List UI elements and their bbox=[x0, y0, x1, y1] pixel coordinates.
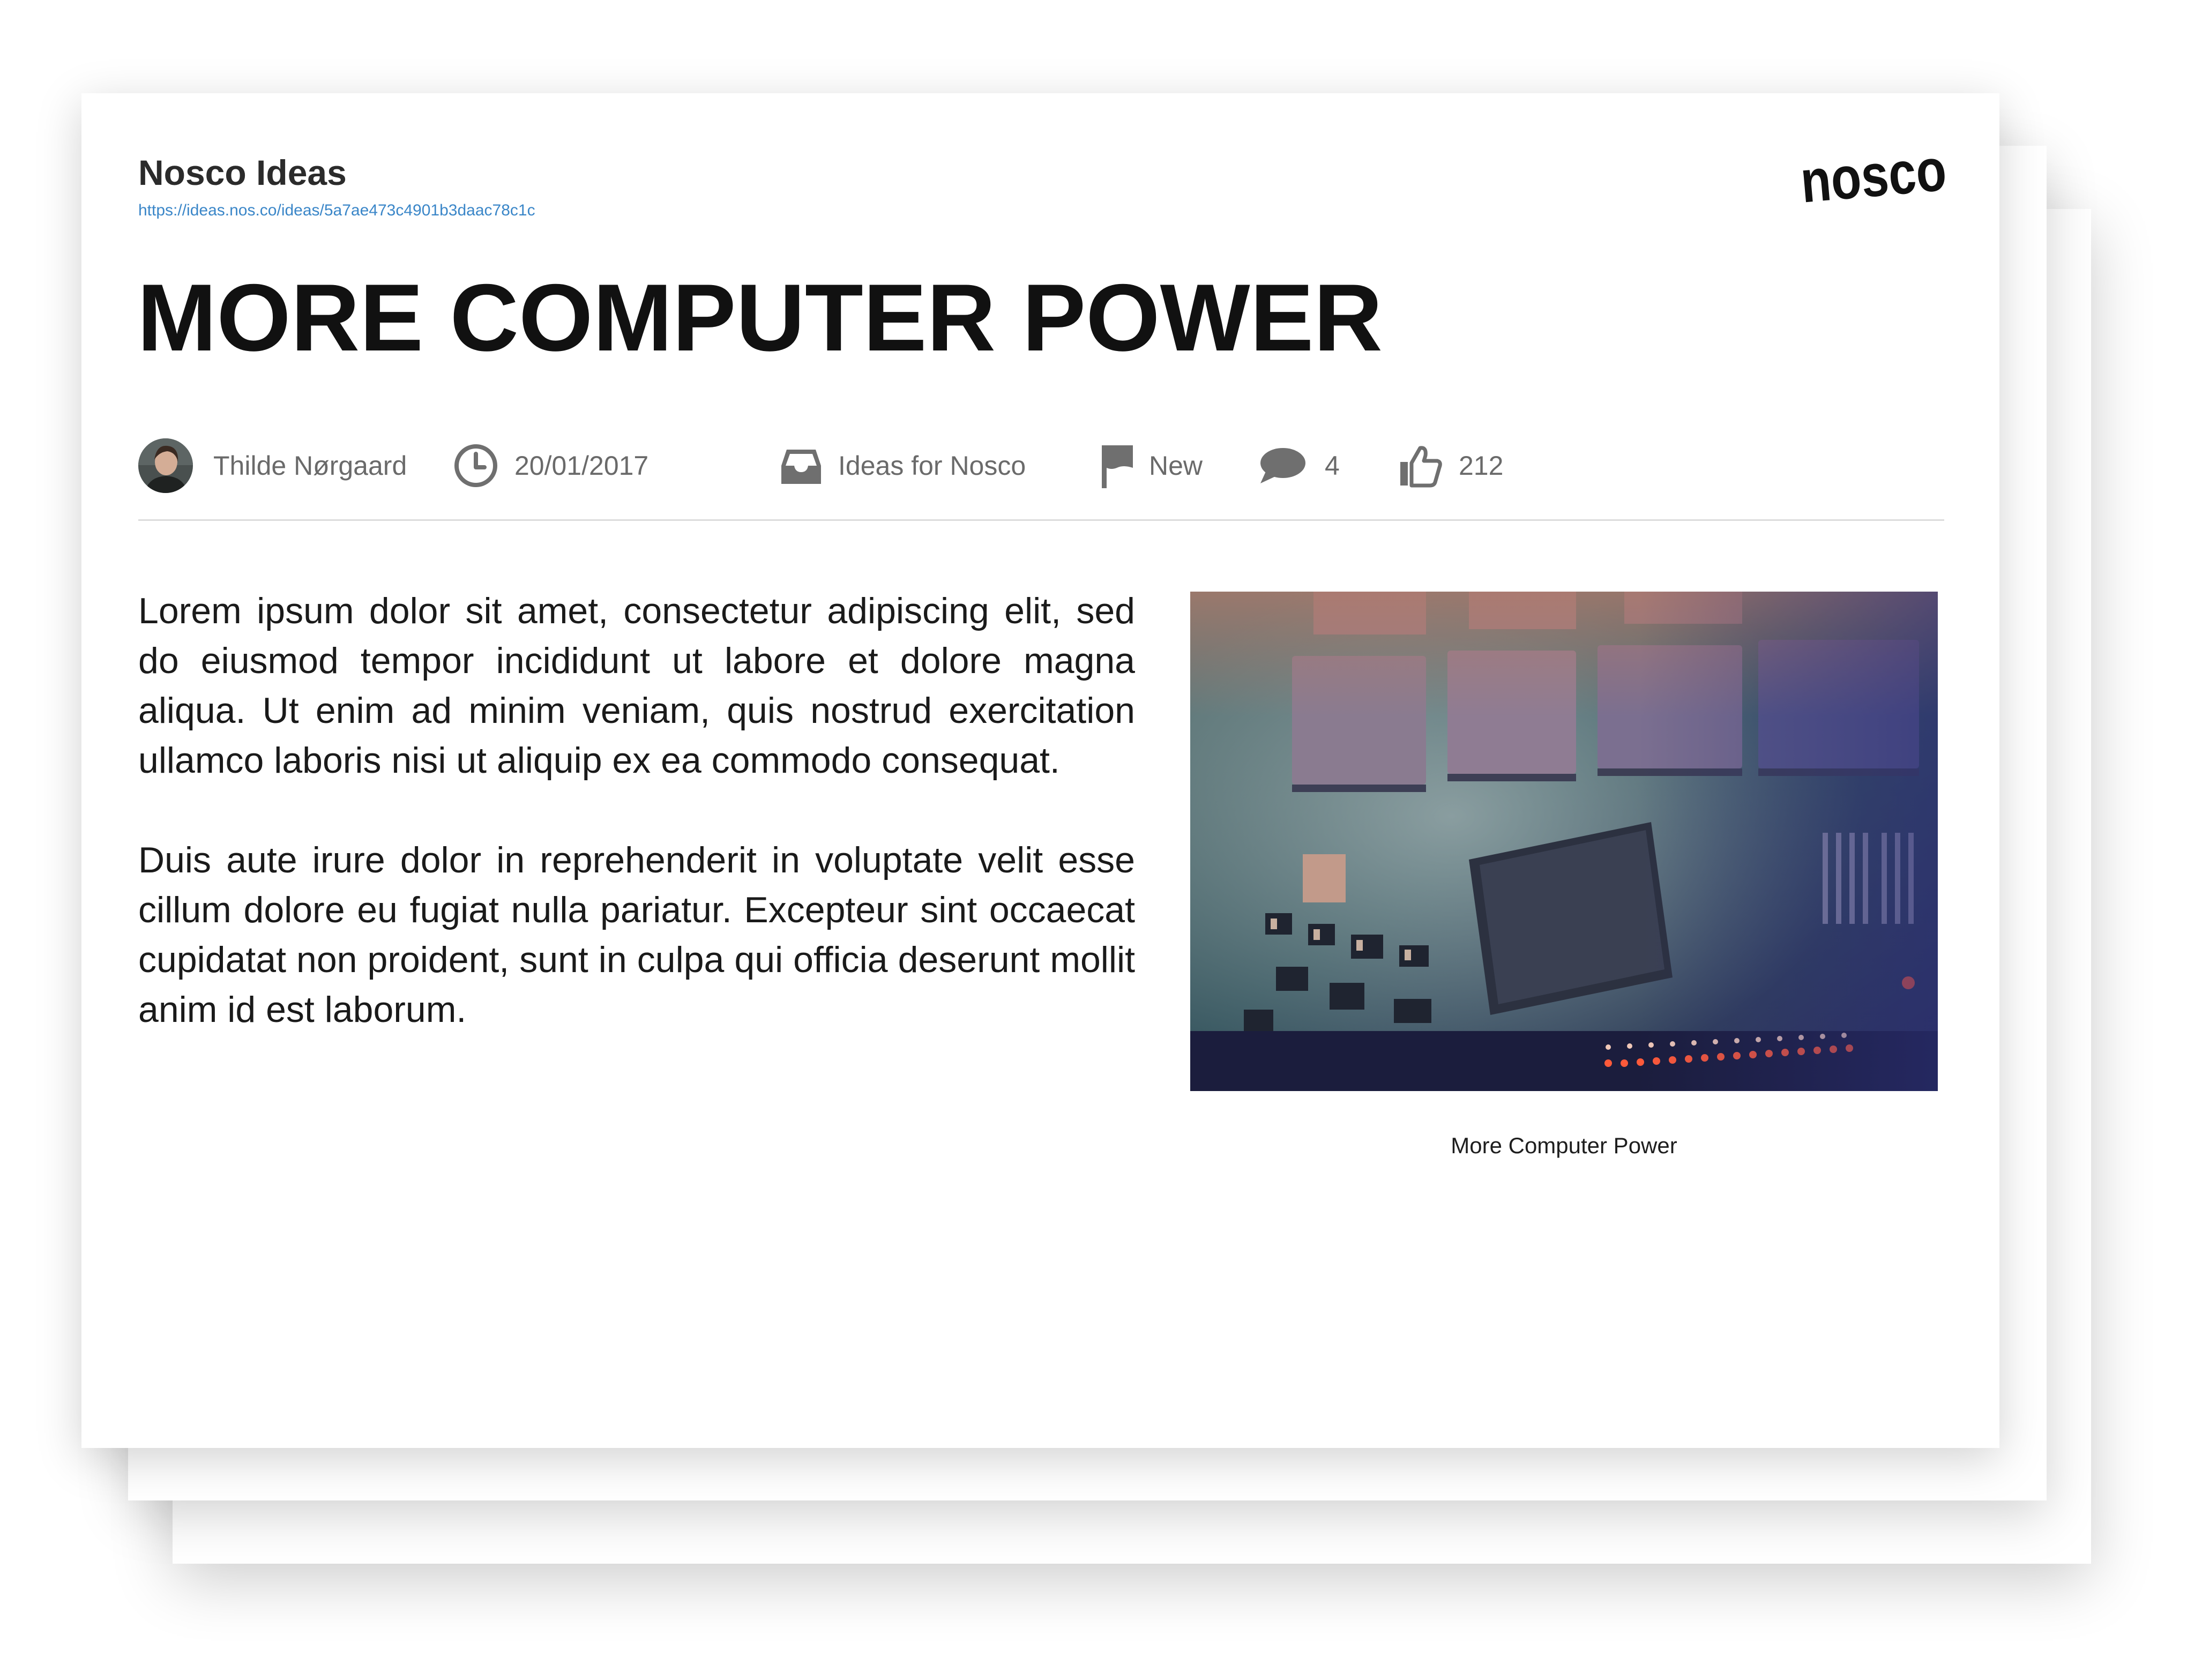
comment-count: 4 bbox=[1325, 451, 1340, 481]
author-meta[interactable] bbox=[138, 436, 407, 495]
image-caption: More Computer Power bbox=[1451, 1133, 1677, 1158]
idea-category: Ideas for Nosco bbox=[838, 451, 1026, 481]
idea-url-link[interactable]: https://ideas.nos.co/ideas/5a7ae473c4901b3daac78c1c bbox=[138, 201, 535, 219]
date-meta bbox=[453, 436, 648, 495]
idea-image bbox=[1190, 592, 1938, 1091]
meta-divider bbox=[138, 519, 1944, 521]
idea-card bbox=[81, 93, 1999, 1448]
thumbs-up-icon bbox=[1399, 444, 1443, 488]
likes-meta[interactable] bbox=[1399, 436, 1503, 495]
clock-icon bbox=[453, 443, 498, 488]
description-paragraph: Duis aute irure dolor in reprehenderit in voluptate velit esse cillum dolore eu fugiat nulla pariatur. Excepteur sint occaecat cupidatat non proident, sunt in culpa qui officia deserunt mollit anim id est laborum. bbox=[138, 840, 1135, 1030]
avatar bbox=[138, 438, 193, 493]
idea-title: MORE COMPUTER POWER bbox=[137, 264, 1383, 371]
category-meta[interactable] bbox=[780, 436, 1026, 495]
idea-description bbox=[138, 586, 1135, 1085]
flag-icon bbox=[1101, 443, 1134, 488]
status-meta bbox=[1101, 436, 1203, 495]
idea-meta-row bbox=[138, 436, 1944, 495]
site-name: Nosco Ideas bbox=[138, 153, 347, 192]
svg-text:nosco: nosco bbox=[1797, 133, 1980, 215]
description-paragraph: Lorem ipsum dolor sit amet, consectetur adipiscing elit, sed do eiusmod tempor incididunt ut labore et dolore magna aliqua. Ut enim ad minim veniam, quis nostrud exercitation ullamco laboris nisi ut aliquip ex ea commodo consequat. bbox=[138, 591, 1135, 781]
idea-date: 20/01/2017 bbox=[514, 451, 649, 481]
idea-status: New bbox=[1149, 451, 1203, 481]
author-name: Thilde Nørgaard bbox=[213, 451, 407, 481]
nosco-logo bbox=[1796, 133, 1980, 215]
inbox-icon bbox=[780, 446, 822, 485]
like-count: 212 bbox=[1459, 451, 1504, 481]
speech-bubble-icon bbox=[1257, 446, 1307, 486]
comments-meta[interactable] bbox=[1257, 436, 1340, 495]
